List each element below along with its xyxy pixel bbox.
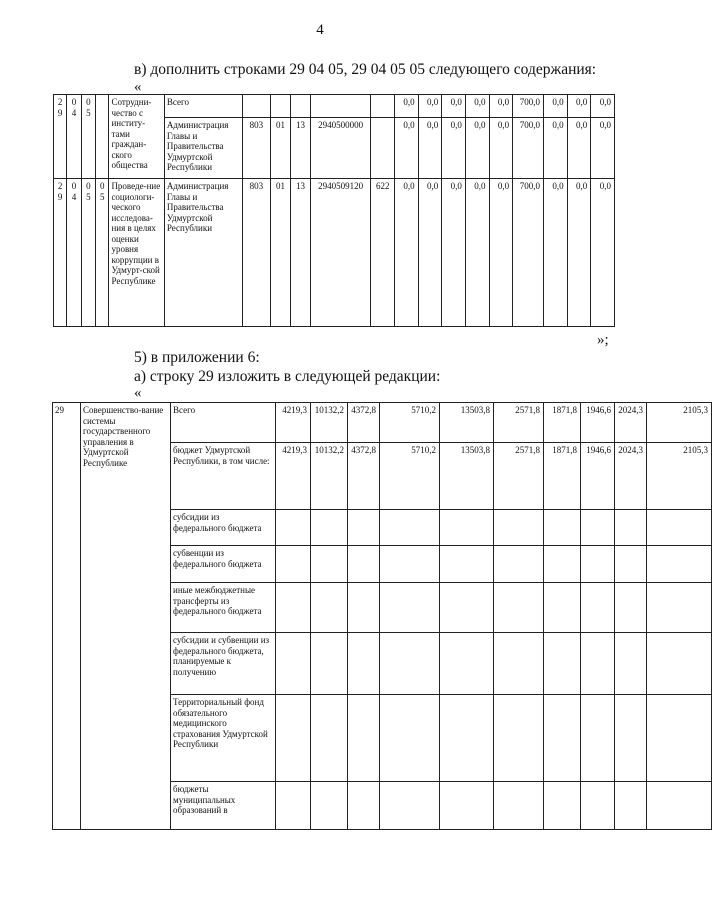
code-cell-4 [96,95,109,179]
value-cell: 0,0 [442,118,466,179]
value-cell: 4372,8 [348,403,380,443]
value-cell: 0,0 [591,95,615,118]
value-cell: 0,0 [567,118,591,179]
value-cell: 5710,2 [380,443,440,510]
vr-cell: 622 [371,179,395,327]
value-cell: 5710,2 [380,403,440,443]
open-quote: « [134,79,142,95]
pr-cell: 13 [291,179,311,327]
value-cell: 0,0 [442,95,466,118]
value-cell: 0,0 [442,179,466,327]
source-label: Всего [171,403,276,443]
code-cell-2: 0 4 [67,179,81,327]
grbs-cell: 803 [242,118,270,179]
value-cell: 0,0 [567,95,591,118]
table-row [54,179,615,327]
value-cell: 700,0 [513,95,544,118]
code-cell-2: 0 4 [67,95,81,179]
row-number: 29 [53,403,81,830]
code-cell-1: 2 9 [54,95,67,179]
executor-cell: Администрация Главы и Правительства Удмуртской Республики [164,118,242,179]
source-label: субвенции из федерального бюджета [171,546,276,583]
pr-cell: 13 [291,118,311,179]
rz-cell: 01 [270,118,291,179]
source-label: иные межбюджетные трансферты из федерального бюджета [171,583,276,633]
close-quote: »; [597,332,609,348]
value-cell: 2571,8 [494,443,544,510]
value-cell: 1946,6 [581,403,615,443]
open-quote-2: « [134,385,142,401]
value-cell: 13503,8 [440,443,494,510]
value-cell: 0,0 [489,179,513,327]
value-cell: 0,0 [543,118,567,179]
value-cell: 13503,8 [440,403,494,443]
value-cell: 0,0 [543,95,567,118]
value-cell: 0,0 [591,179,615,327]
value-cell: 2105,3 [647,443,712,510]
code-cell-1: 2 9 [54,179,67,327]
paragraph-5: 5) в приложении 6: [134,349,260,366]
value-cell: 0,0 [489,118,513,179]
value-cell: 4219,3 [276,403,311,443]
value-cell: 0,0 [591,118,615,179]
paragraph-v: в) дополнить строками 29 04 05, 29 04 05 05 следующего содержания: [134,61,597,78]
name-cell: Сотрудни-чество с институ-тами граждан-ского общества [109,95,164,179]
program-name: Совершенство-вание системы государственного управления в Удмуртской Республике [81,403,171,830]
value-cell: 1871,8 [544,443,581,510]
value-cell: 0,0 [395,179,419,327]
rz-cell: 01 [270,179,291,327]
table-row [53,403,712,443]
value-cell: 10132,2 [311,443,348,510]
page-number: 4 [316,22,324,38]
value-cell: 4219,3 [276,443,311,510]
executor-cell: Администрация Главы и Правительства Удмуртской Республики [164,179,242,327]
value-cell: 0,0 [418,179,442,327]
value-cell: 0,0 [543,179,567,327]
source-label: бюджет Удмуртской Республики, в том числе: [171,443,276,510]
table-additional-rows [53,94,615,327]
value-cell: 0,0 [489,95,513,118]
value-cell: 0,0 [465,95,489,118]
vsego-label: Всего [164,95,242,118]
value-cell: 0,0 [465,118,489,179]
csr-cell: 2940509120 [310,179,371,327]
value-cell: 0,0 [418,118,442,179]
value-cell: 1871,8 [544,403,581,443]
value-cell: 2105,3 [647,403,712,443]
value-cell: 700,0 [513,179,544,327]
vr-cell [371,118,395,179]
value-cell: 4372,8 [348,443,380,510]
code-cell-3: 0 5 [81,95,95,179]
source-label: субсидии из федерального бюджета [171,510,276,546]
source-label: бюджеты муниципальных образований в [171,782,276,830]
value-cell: 2024,3 [615,443,647,510]
value-cell: 0,0 [395,118,419,179]
name-cell: Проведе-ние социологи-ческого исследова-ния в целях оценки уровня коррупции в Удмурт-ской Республике [109,179,164,327]
value-cell: 0,0 [567,179,591,327]
csr-cell: 2940500000 [310,118,371,179]
table-row [54,95,615,118]
value-cell: 0,0 [418,95,442,118]
value-cell: 0,0 [395,95,419,118]
value-cell: 10132,2 [311,403,348,443]
code-cell-4: 0 5 [96,179,109,327]
value-cell: 2571,8 [494,403,544,443]
value-cell: 0,0 [465,179,489,327]
grbs-cell: 803 [242,179,270,327]
code-cell-3: 0 5 [81,179,95,327]
value-cell: 2024,3 [615,403,647,443]
source-label: субсидии и субвенции из федерального бюджета, планируемые к получению [171,633,276,695]
source-label: Территориальный фонд обязательного медицинского страхования Удмуртской Республики [171,695,276,782]
table-line-29 [52,402,712,830]
value-cell: 700,0 [513,118,544,179]
paragraph-a: а) строку 29 изложить в следующей редакции: [134,368,441,385]
value-cell: 1946,6 [581,443,615,510]
